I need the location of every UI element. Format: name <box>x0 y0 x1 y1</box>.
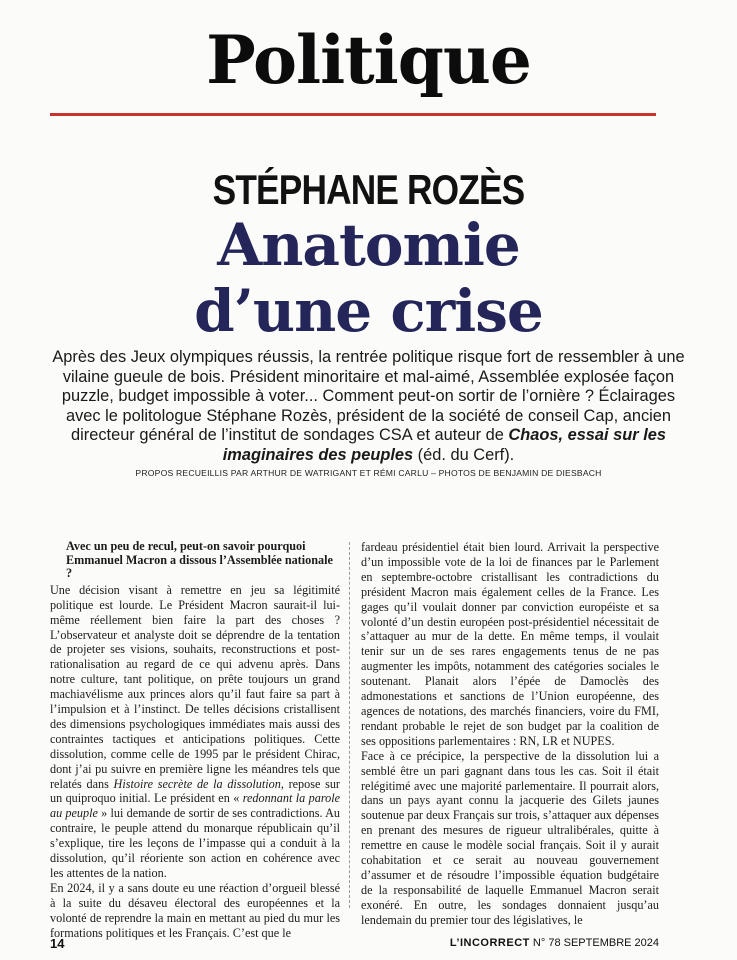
article-column-right <box>361 540 659 928</box>
lede-publisher: (éd. du Cerf). <box>413 445 515 464</box>
issue-info: N° 78 SEPTEMBRE 2024 <box>529 937 659 949</box>
section-title: Politique <box>206 21 531 99</box>
paragraph <box>50 583 340 881</box>
article-column-left <box>50 540 340 941</box>
book-reference: Histoire secrète de la dissolution <box>113 776 281 791</box>
page-number: 14 <box>50 936 65 951</box>
headline-line-1: Anatomie <box>217 211 520 279</box>
paragraph-text: » lui demande de sortir de ses contradictions. Au contraire, le peuple attend du monarque républicain qu’il s’explique, tire les leçons de l’impasse qui a conduit à la dissolution, qu’il réoriente son action en cohérence avec les attentes de la nation. <box>50 806 340 880</box>
article-author: STÉPHANE ROZÈS <box>212 166 525 213</box>
interview-question: Avec un peu de recul, peut-on savoir pourquoi Emmanuel Macron a dissous l’Assemblée nationale ? <box>66 539 333 581</box>
lede-text: Après des Jeux olympiques réussis, la rentrée politique risque fort de ressembler à une vilaine gueule de bois. Président minoritaire et mal-aimé, Assemblée explosée façon puzzle, budget impossible à voter... Comment peut-on sortir de l’ornière ? Éclairages avec le politologue Stéphane Rozès, président de la société de conseil Cap, ancien directeur général de l’institut de sondages CSA et auteur de <box>52 348 685 445</box>
paragraph: Face à ce précipice, la perspective de la dissolution lui a semblé être un pari gagnant dans tous les cas. Soit il était relégitimé avec une majorité parlementaire. Il pourrait alors, dans un pays ayant connu la jacquerie des Gilets jaunes soutenue par deux Français sur trois, s’attaquer aux dépenses en prenant des mesures de rigueur ultralibérales, quitte à remettre en cause le modèle social français. Soit il y aurait cohabitation et ce serait au nouveau gouvernement d’assumer et de résoudre l’impossible équation budgétaire de la responsabilité de laquelle Emmanuel Macron serait exonéré. En outre, les sondages donnaient jusqu’au lendemain du premier tour des législatives, le <box>361 748 659 927</box>
quote: redonnant la parole au peuple <box>50 791 340 821</box>
paragraph: En 2024, il y a sans doute eu une réaction d’orgueil blessé à la suite du désaveu électoral des européennes et la volonté de reprendre la main en mettant au pied du mur les formations politiques et les Français. C’est que le <box>50 880 340 940</box>
paragraph-text: Une décision visant à remettre en jeu sa légitimité politique est lourde. Le Président Macron saurait-il lui-même réellement bien faire la part des choses ? L’observateur et analyste doit se déprendre de la tentation de projeter ses visions, souhaits, reconstructions et post-rationalisation au regard de ce qui advenu après. Dans notre culture, tant politique, on prête toujours un grand machiavélisme aux princes alors qu’il faut faire sa part à l’impulsion et à l’instinct. De telles décisions cristallisent des dimensions psychologiques immédiates mais aussi des contraintes tactiques et anticipations politiques. Cette dissolution, comme celle de 1995 par le président Chirac, dont j’ai pu suivre en première ligne les méandres tels que relatés dans <box>50 582 340 791</box>
magazine-footer <box>450 937 659 949</box>
article-credits: PROPOS RECUEILLIS PAR ARTHUR DE WATRIGANT ET RÉMI CARLU – PHOTOS DE BENJAMIN DE DIESBACH <box>135 468 602 478</box>
section-divider <box>50 113 656 116</box>
column-divider <box>349 542 350 908</box>
paragraph: fardeau présidentiel était bien lourd. Arrivait la perspective d’un impossible vote de la loi de finances par le Parlement en septembre-octobre cristallisant les contradictions du président Macron mais également celles de la France. Les gages qu’il voulait donner par conviction européiste et sa volonté d’un destin européen post-présidentiel nécessitait de s’attaquer au mur de la dette. En même temps, il voulait tenir sur un de ses rares engagements tenus de ne pas augmenter les impôts, notamment des catégories sociales le soutenant. Planait alors l’épée de Damoclès des admonestations et sanctions de l’Union européenne, des agences de notations, des marchés financiers, voire du FMI, rendant probable le rejet de son budget par la coalition de ses oppositions parlementaires : RN, LR et NUPES. <box>361 540 659 748</box>
lede-book-title: Chaos, essai sur les imaginaires des peuples <box>222 426 666 464</box>
article-lede <box>48 348 689 466</box>
headline-line-2: d’une crise <box>194 277 543 345</box>
paragraph-text: , repose sur un quiproquo initial. Le président en « <box>50 776 340 806</box>
magazine-name: L’INCORRECT <box>449 937 530 949</box>
